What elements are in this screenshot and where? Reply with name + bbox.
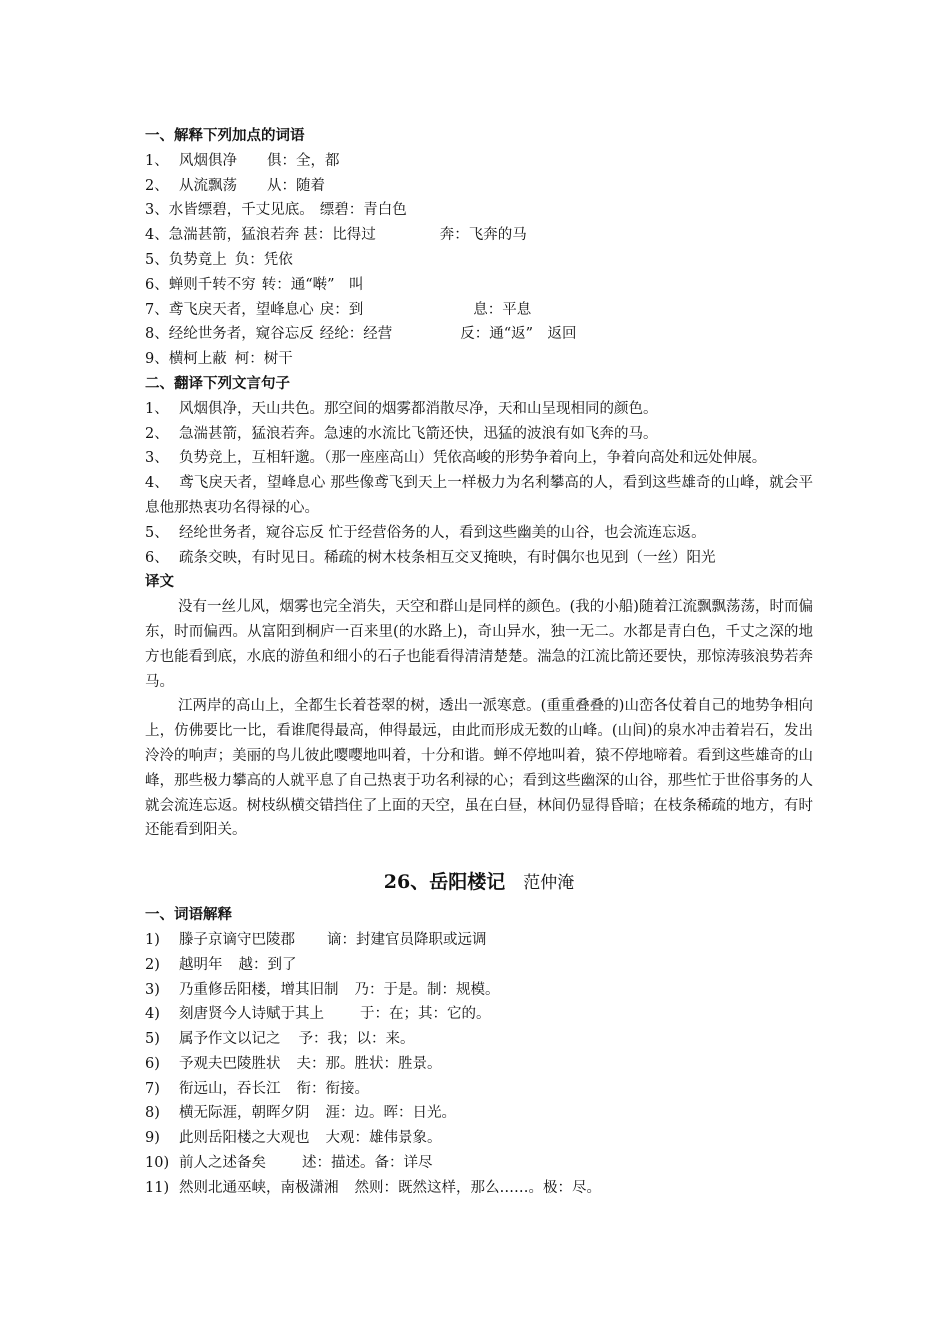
list-item: 11) 然则北通巫峡，南极潇湘 然则：既然这样，那么……。极：尽。 bbox=[145, 1179, 601, 1196]
translation-paragraph: 没有一丝儿风，烟雾也完全消失，天空和群山是同样的颜色。(我的小船)随着江流飘飘荡荡，时而偏东，时而偏西。从富阳到桐庐一百来里(的水路上)，奇山异水，独一无二。水都是青白色，千丈之深的地方也能看到底，水底的游鱼和细小的石子也能看得清清楚楚。湍急的江流比箭还要快，那惊涛骇浪势若奔马。 bbox=[145, 599, 813, 690]
translation-paragraph: 江两岸的高山上，全都生长着苍翠的树，透出一派寒意。(重重叠叠的)山峦各仗着自己的地势争相向上，仿佛要比一比，看谁爬得最高，伸得最远，由此而形成无数的山峰。(山间)的泉水冲击着岩石，发出泠泠的响声；美丽的鸟儿彼此嘤嘤地叫着，十分和谐。蝉不停地叫着，猿不停地啼着。看到这些雄奇的山峰，那些极力攀高的人就平息了自己热衷于功名利禄的心；看到这些幽深的山谷，那些忙于世俗事务的人就会流连忘返。树枝纵横交错挡住了上面的天空，虽在白昼，林间仍显得昏暗；在枝条稀疏的地方，有时还能看到阳关。 bbox=[145, 698, 813, 839]
section-heading: 译文 bbox=[145, 574, 174, 591]
section-heading: 一、词语解释 bbox=[145, 907, 232, 924]
list-item: 7) 衔远山，吞长江 衔：衔接。 bbox=[145, 1080, 369, 1097]
list-item: 2、 从流飘荡 从：随着 bbox=[145, 177, 325, 194]
lesson-title-row bbox=[145, 865, 813, 901]
list-item: 9) 此则岳阳楼之大观也 大观：雄伟景象。 bbox=[145, 1130, 442, 1147]
list-item: 1) 滕子京谪守巴陵郡 谪：封建官员降职或远调 bbox=[145, 931, 487, 948]
list-item: 5、 经纶世务者，窥谷忘反 忙于经营俗务的人，看到这些幽美的山谷，也会流连忘返。 bbox=[145, 524, 706, 541]
list-item: 4、 鸢飞戾天者，望峰息心 那些像鸢飞到天上一样极力为名利攀高的人，看到这些雄奇的山峰，就会平息他那热衷功名得禄的心。 bbox=[145, 475, 813, 516]
list-item: 2、 急湍甚箭，猛浪若奔。急速的水流比飞箭还快，迅猛的波浪有如飞奔的马。 bbox=[145, 425, 658, 442]
list-item: 6、蝉则千转不穷 转：通“啭” 叫 bbox=[145, 276, 364, 293]
list-item: 1、 风烟俱净，天山共色。那空间的烟雾都消散尽净，天和山呈现相同的颜色。 bbox=[145, 400, 658, 417]
list-item: 10) 前人之述备矣 述：描述。备：详尽 bbox=[145, 1155, 433, 1172]
document-page bbox=[145, 124, 813, 1201]
list-item: 3) 乃重修岳阳楼，增其旧制 乃：于是。制：规模。 bbox=[145, 981, 500, 998]
list-item: 2) 越明年 越：到了 bbox=[145, 956, 297, 973]
author-name: 范仲淹 bbox=[523, 873, 575, 894]
list-item: 5、负势竟上 负：凭依 bbox=[145, 251, 293, 268]
section-heading: 一、解释下列加点的词语 bbox=[145, 128, 305, 144]
list-item: 9、横柯上蔽 柯：树干 bbox=[145, 351, 293, 368]
list-item: 7、鸢飞戾天者，望峰息心 戾：到 息：平息 bbox=[145, 301, 532, 318]
list-item: 1、 风烟俱净 俱：全，都 bbox=[145, 152, 340, 169]
page-title: 26、岳阳楼记 bbox=[383, 871, 506, 894]
list-item: 3、水皆缥碧，千丈见底。 缥碧：青白色 bbox=[145, 202, 407, 219]
list-item: 4) 刻唐贤今人诗赋于其上 于：在；其：它的。 bbox=[145, 1006, 491, 1023]
list-item: 5) 属予作文以记之 予：我；以：来。 bbox=[145, 1031, 415, 1048]
list-item: 3、 负势竞上，互相轩邈。（那一座座高山）凭依高峻的形势争着向上，争着向高处和远处伸展。 bbox=[145, 450, 767, 467]
list-item: 6) 予观夫巴陵胜状 夫：那。胜状：胜景。 bbox=[145, 1055, 442, 1072]
list-item: 8) 横无际涯，朝晖夕阴 涯：边。晖：日光。 bbox=[145, 1105, 456, 1122]
list-item: 6、 疏条交映，有时见日。稀疏的树木枝条相互交叉掩映，有时偶尔也见到（一丝）阳光 bbox=[145, 549, 716, 566]
list-item: 8、经纶世务者，窥谷忘反 经纶：经营 反：通“返” 返回 bbox=[145, 326, 577, 343]
section-heading: 二、翻译下列文言句子 bbox=[145, 375, 290, 392]
list-item: 4、急湍甚箭，猛浪若奔 甚：比得过 奔：飞奔的马 bbox=[145, 227, 527, 244]
